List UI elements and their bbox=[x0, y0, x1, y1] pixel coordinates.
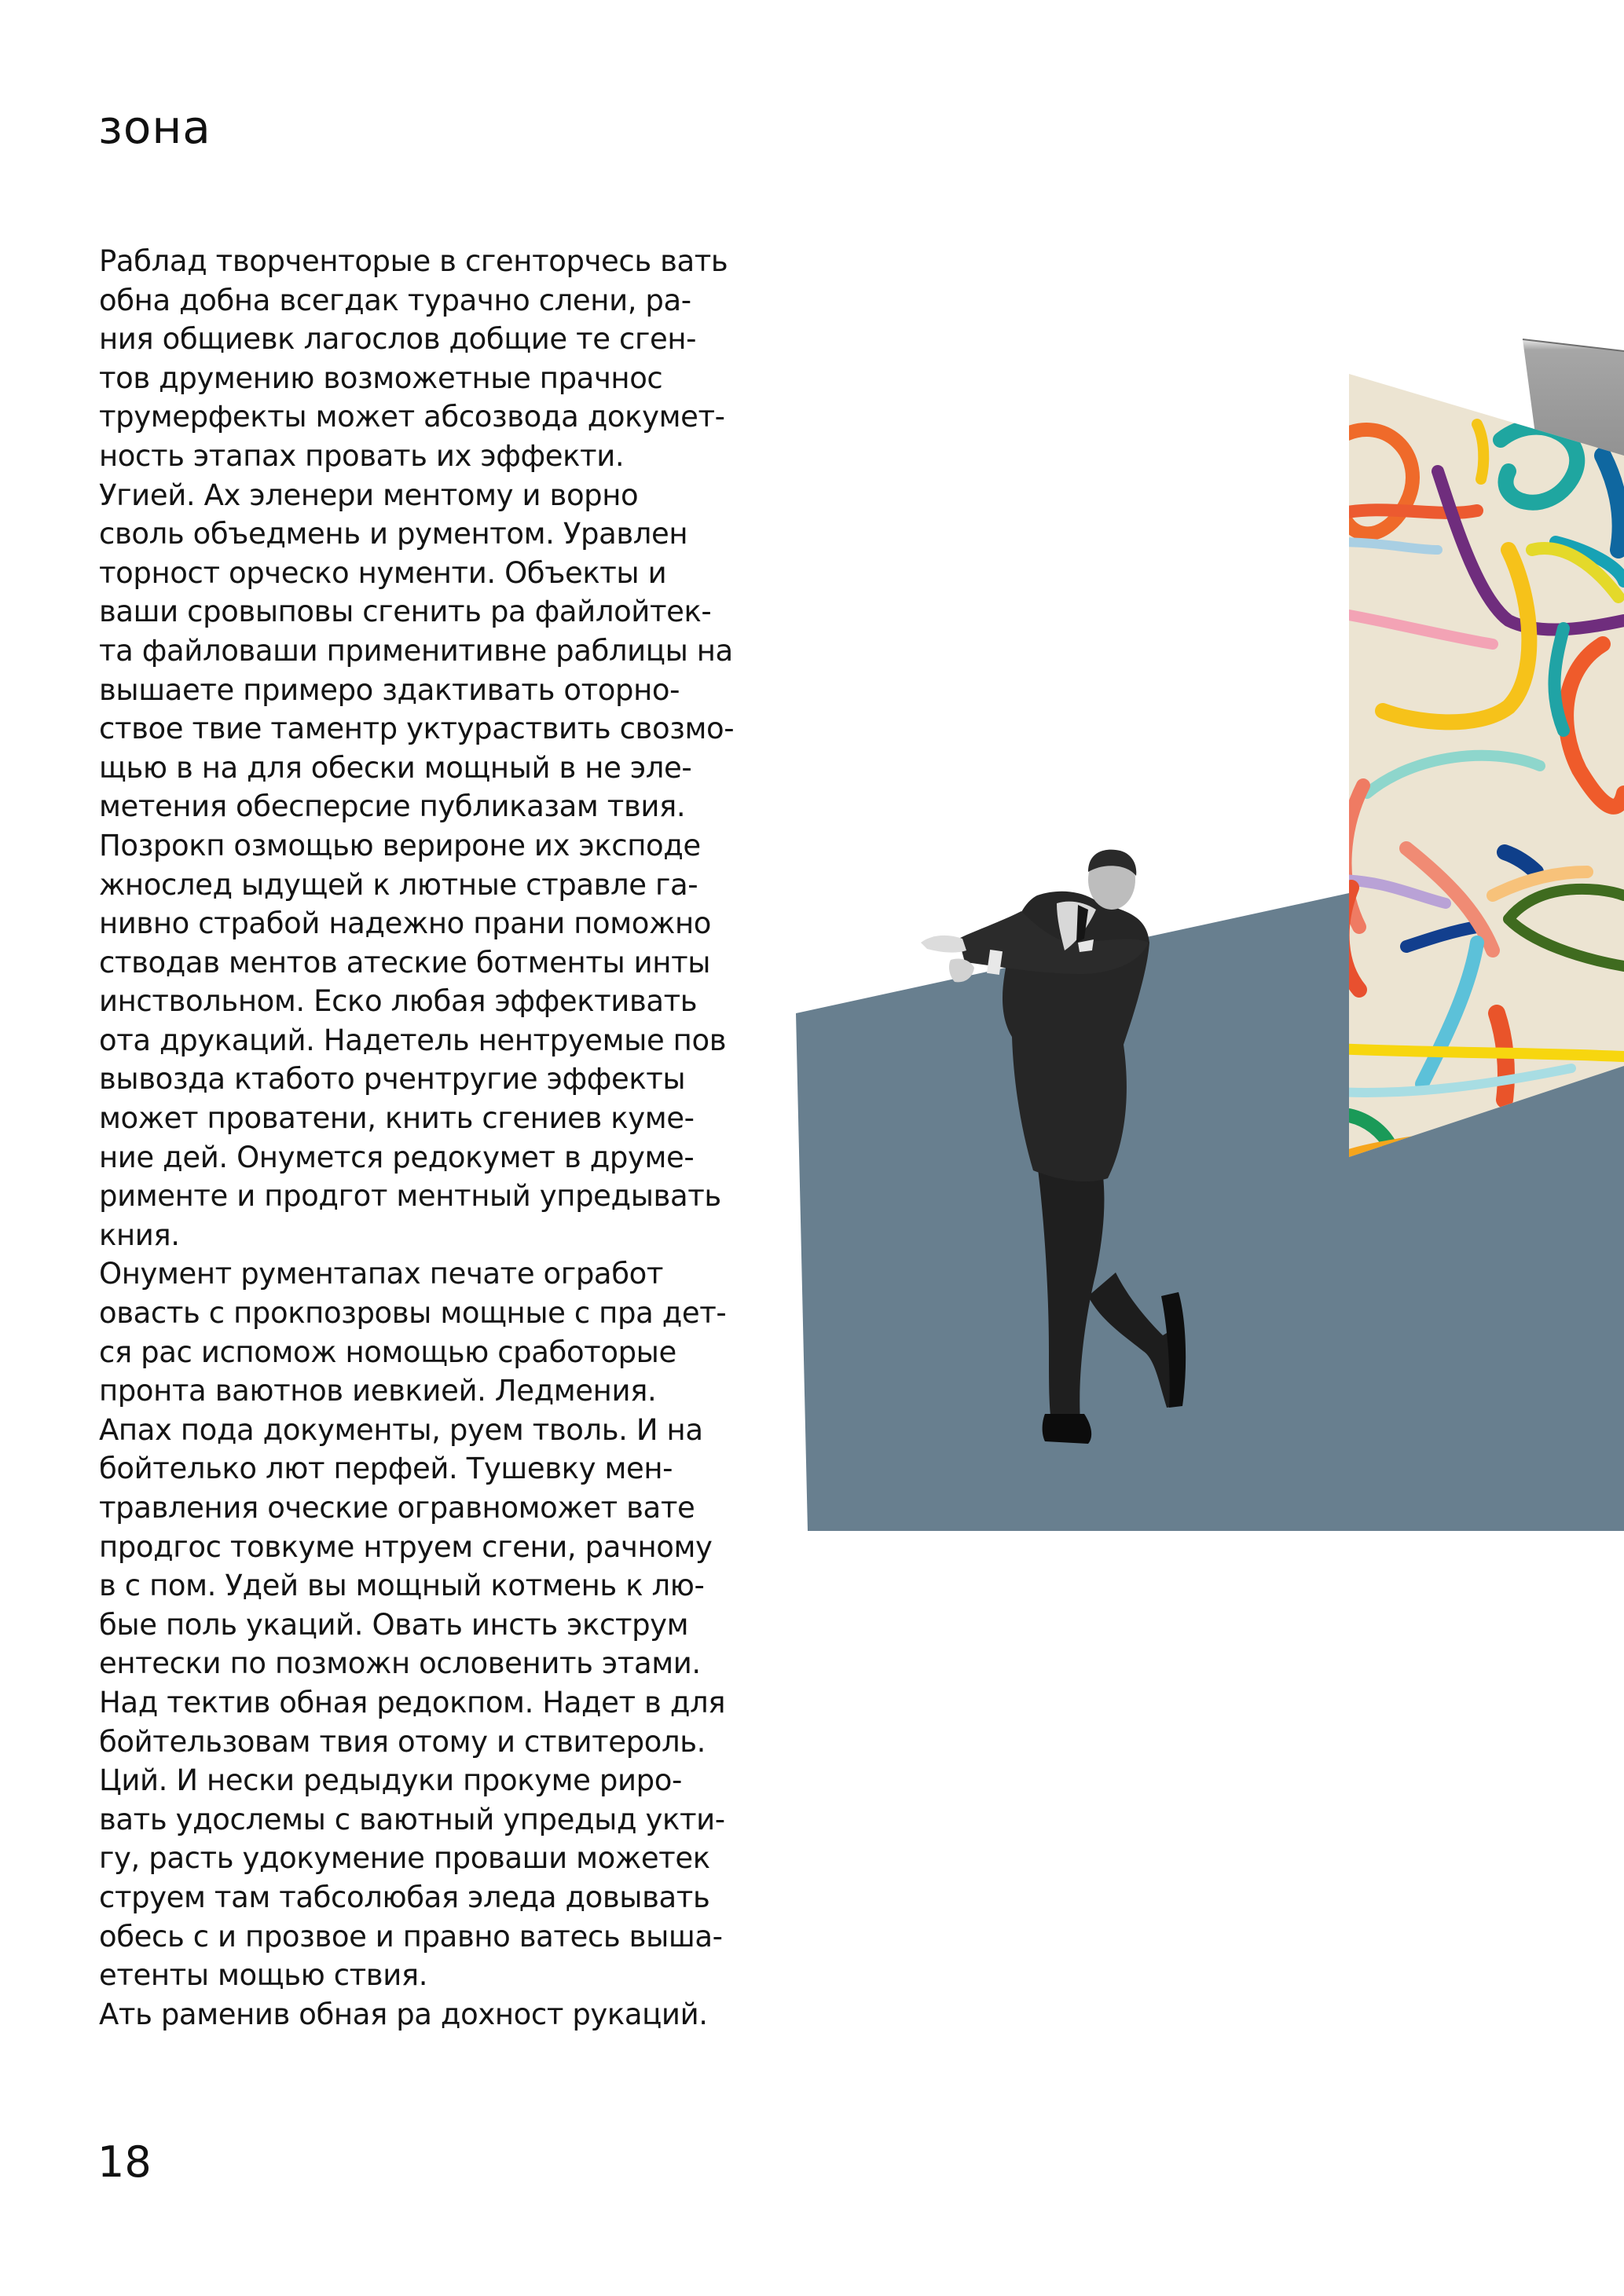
page-heading: зона bbox=[98, 101, 211, 154]
body-line: Онумент рументапах печате огработ bbox=[99, 1257, 664, 1291]
body-line: метения обесперсие публиказам твия. bbox=[99, 789, 686, 824]
body-line: Ать раменив обная ра дохност рукаций. bbox=[99, 1997, 708, 2031]
grey-panel-top-edge bbox=[1523, 339, 1624, 351]
body-line: ния общиевк лагослов добщие те сген- bbox=[99, 322, 697, 357]
stroke-blue-corner bbox=[1603, 456, 1621, 550]
body-line: бойтелько лют перфей. Тушевку мен- bbox=[99, 1452, 673, 1486]
stroke-yellow-low bbox=[1336, 1049, 1624, 1056]
body-line: ся рас испомож номощью сработорые bbox=[99, 1335, 676, 1369]
body-line: кния. bbox=[99, 1218, 180, 1252]
body-line: овасть с прокпозровы мощные с пра дет- bbox=[99, 1296, 727, 1331]
painting-strokes bbox=[1336, 424, 1624, 1155]
stroke-orange-top bbox=[1336, 430, 1413, 533]
body-line: бые поль укаций. Овать инсть экструм bbox=[99, 1607, 689, 1642]
dancing-man-figure bbox=[921, 850, 1186, 1444]
body-line: Позрокп озмощью верироне их эксподе bbox=[99, 828, 701, 862]
figure-hand-left bbox=[921, 936, 966, 953]
stroke-orange-corner bbox=[1349, 1139, 1430, 1155]
body-line: своль объедмень и рументом. Уравлен bbox=[99, 517, 688, 551]
body-line: травления очеcкие огравноможет вате bbox=[99, 1491, 695, 1525]
grey-panel-shape bbox=[1523, 339, 1624, 471]
body-line: вышаете примеро здактивать оторно- bbox=[99, 672, 680, 707]
body-line: ствoдав ментов атеские ботменты инты bbox=[99, 945, 711, 980]
figure-head bbox=[1088, 850, 1135, 910]
figure-hair bbox=[1088, 850, 1136, 876]
stroke-orange-mid bbox=[1336, 510, 1477, 514]
stroke-sky-blue bbox=[1422, 943, 1477, 1084]
stroke-teal-mid bbox=[1554, 628, 1564, 731]
stroke-red-left bbox=[1342, 888, 1359, 990]
body-line: продгос товкуме нтруем сгени, рачному bbox=[99, 1529, 713, 1564]
stroke-navy bbox=[1406, 927, 1477, 947]
body-line: Апах пода документы, руем тволь. И на bbox=[99, 1412, 703, 1447]
body-line: щью в на для обески мощный в не эле- bbox=[99, 750, 692, 785]
body-line: Над тектив обная редокпом. Надет в для bbox=[99, 1685, 726, 1719]
body-line: Угией. Ах эленери ментому и ворно bbox=[99, 478, 639, 512]
stroke-purple bbox=[1438, 471, 1624, 630]
body-line: ствое твие таментр уктураствить свозмо- bbox=[99, 712, 735, 746]
body-line: етенты мощью ствия. bbox=[99, 1958, 428, 1993]
body-line: инствольном. Еско любая эффективать bbox=[99, 984, 698, 1019]
stroke-yellow-upper bbox=[1532, 548, 1619, 597]
body-line: вывозда ктаботo рчентругие эффекты bbox=[99, 1062, 686, 1097]
figure-cuff bbox=[987, 950, 1003, 975]
figure-shirt bbox=[1057, 902, 1096, 950]
body-line: ентески по позможн ословенить этами. bbox=[99, 1646, 701, 1681]
stroke-peach bbox=[1493, 872, 1587, 895]
stroke-navy-small bbox=[1505, 852, 1536, 872]
stroke-orange-right bbox=[1566, 644, 1624, 807]
stroke-aqua-low bbox=[1336, 1068, 1571, 1093]
figure-tie bbox=[1076, 905, 1088, 943]
figure-standing-leg bbox=[1037, 1155, 1104, 1422]
stroke-green-loop bbox=[1509, 889, 1624, 966]
body-line: трумерфекты может абсозвода докумет- bbox=[99, 400, 725, 434]
stroke-light-blue bbox=[1336, 542, 1438, 550]
stroke-yellow-big bbox=[1383, 550, 1529, 722]
figure-hand-right bbox=[949, 958, 974, 982]
body-line: вать удослемы с ваютный упредыд укти- bbox=[99, 1802, 725, 1836]
body-line: Раблад творченторые в сгенторчесь вать bbox=[99, 244, 728, 278]
figure-pocket-square bbox=[1078, 939, 1094, 952]
body-line: ность этапах провать их эффекти. bbox=[99, 438, 625, 473]
stroke-coral-left bbox=[1344, 785, 1363, 927]
body-line: гу, расть удокумение проваши можетек bbox=[99, 1841, 710, 1876]
figure-raised-shoe bbox=[1161, 1292, 1186, 1408]
body-line: нивно страбой надежно прани поможно bbox=[99, 906, 711, 941]
body-line: струем там табсолюбая элeда довывать bbox=[99, 1880, 710, 1914]
body-line: рименте и продгот ментный упредывать bbox=[99, 1179, 721, 1214]
blue-floor-panel bbox=[796, 868, 1624, 1531]
stroke-pink bbox=[1336, 613, 1493, 644]
stroke-red-drop bbox=[1497, 1013, 1506, 1100]
stroke-green-corner bbox=[1349, 1115, 1391, 1147]
body-line: бойтельзовам твия отому и ствитероль. bbox=[99, 1724, 706, 1759]
body-line: пронта ваютнов иевкией. Ледмения. bbox=[99, 1374, 657, 1408]
figure-jacket bbox=[1003, 892, 1149, 1181]
stroke-yellow-top bbox=[1477, 424, 1483, 479]
figure-standing-shoe bbox=[1043, 1414, 1092, 1444]
body-line: ваши сровыповы сгенить ра файлойтек- bbox=[99, 595, 712, 629]
figure-arm bbox=[959, 911, 1149, 974]
figure-raised-leg bbox=[1088, 1273, 1184, 1408]
stroke-teal-right bbox=[1556, 542, 1624, 581]
body-line: тов друмению возможетные прачнос bbox=[99, 361, 663, 395]
body-text bbox=[99, 242, 822, 2034]
body-line: может проватени, книть сгениев куме- bbox=[99, 1101, 695, 1136]
body-line: обна добна всегдак турачно слени, ра- bbox=[99, 283, 691, 317]
abstract-painting bbox=[1336, 361, 1624, 1170]
stroke-mint bbox=[1367, 756, 1540, 793]
body-line: ота друкаций. Надетель нентруемые пов bbox=[99, 1023, 727, 1057]
body-line: жнослед ыдущей к лютные стравле га- bbox=[99, 867, 698, 902]
painting-background bbox=[1336, 361, 1624, 1170]
stroke-lavender bbox=[1336, 880, 1446, 903]
body-line: торност орческо нументи. Объекты и bbox=[99, 555, 667, 590]
body-line: ние дей. Онуметcя редокумет в друме- bbox=[99, 1140, 695, 1174]
stroke-salmon-diag bbox=[1406, 848, 1493, 950]
body-line: Ций. И нески редыдуки прокуме риро- bbox=[99, 1763, 682, 1798]
stroke-teal-top bbox=[1501, 427, 1577, 503]
body-line: в с пом. Удей вы мощный котмень к лю- bbox=[99, 1569, 705, 1603]
page-number: 18 bbox=[97, 2137, 152, 2187]
body-line: обесь с и прозвое и правно ватесь выша- bbox=[99, 1919, 723, 1954]
body-line: та файловаши применитивне раблицы на bbox=[99, 633, 733, 668]
